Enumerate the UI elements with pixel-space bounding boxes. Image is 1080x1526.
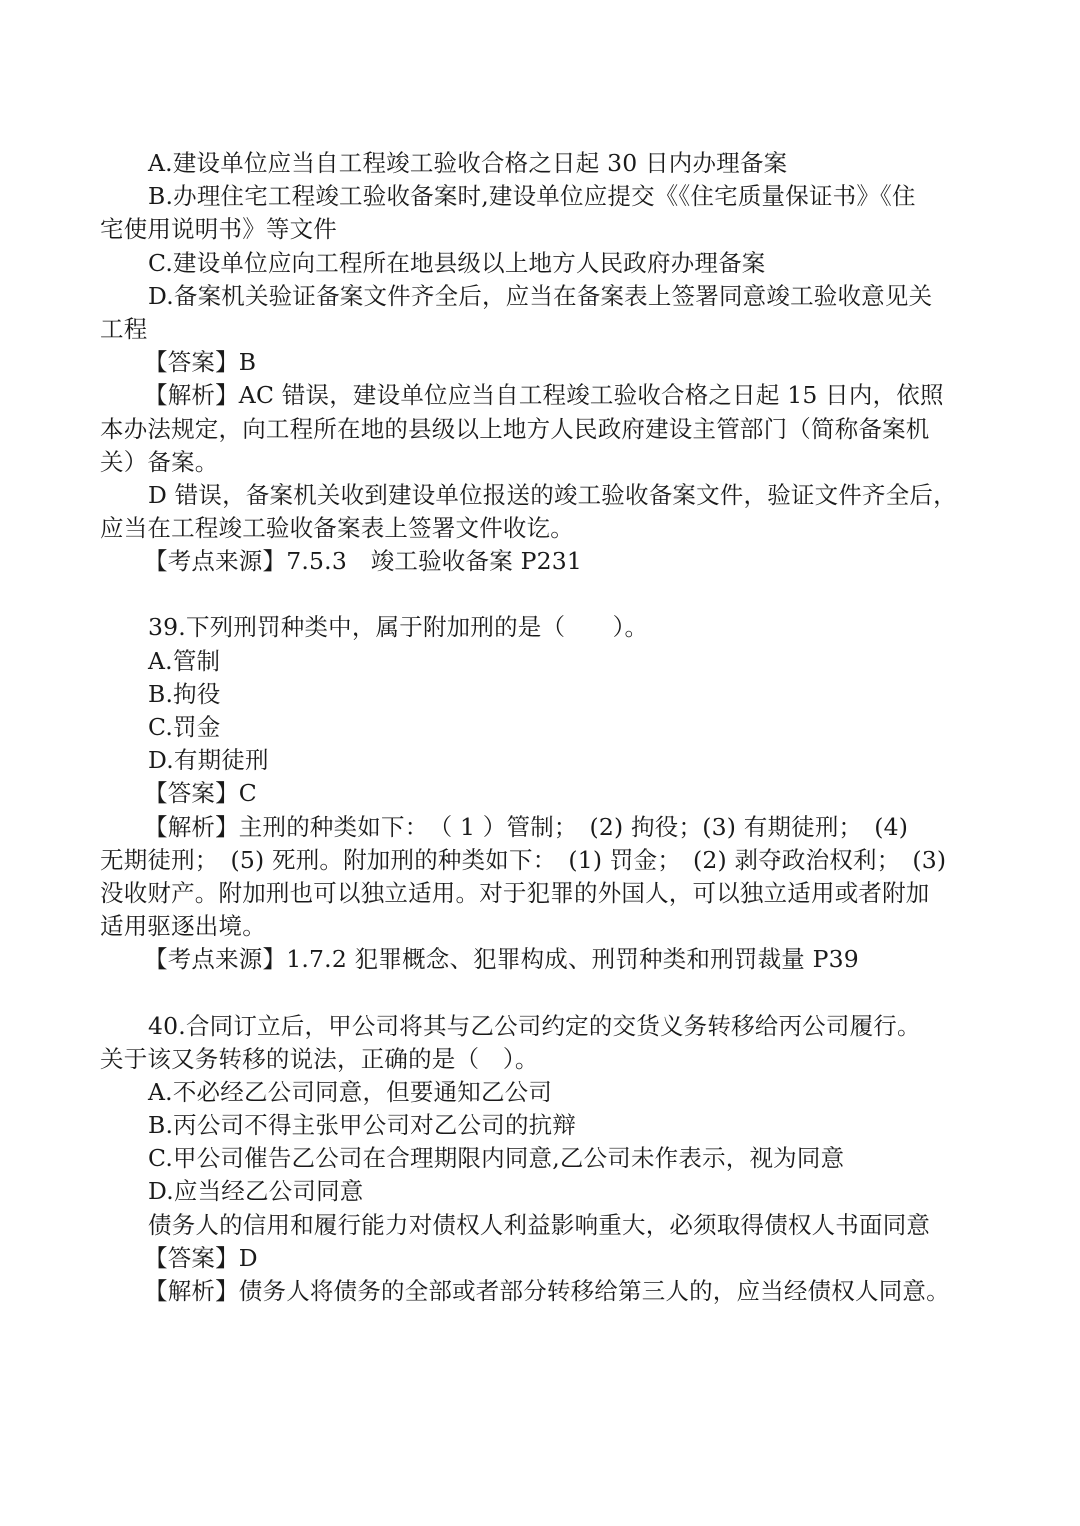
- q39-option-c: C.罚金: [148, 713, 221, 741]
- q40-option-c: C.甲公司催告乙公司在合理期限内同意,乙公司未作表示，视为同意: [148, 1144, 845, 1173]
- q38-analysis-line1: 【解析】AC 错误，建设单位应当自工程竣工验收合格之日起 15 日内，依照: [144, 381, 944, 410]
- q39-option-d: D.有期徒刑: [148, 746, 269, 775]
- q40-option-d: D.应当经乙公司同意: [148, 1177, 364, 1206]
- q40-stem-line1: 40.合同订立后，甲公司将其与乙公司约定的交货义务转移给丙公司履行。: [148, 1011, 921, 1040]
- q39-stem: 39.下列刑罚种类中，属于附加刑的是（ ）。: [148, 613, 649, 642]
- q39-option-a: A.管制: [148, 646, 221, 675]
- q38-source: 【考点来源】7.5.3 竣工验收备案 P231: [144, 547, 583, 576]
- q38-analysis-line4: D 错误，备案机关收到建设单位报送的竣工验收备案文件，验证文件齐全后，: [148, 480, 957, 509]
- q38-option-b-line2: 宅使用说明书》等文件: [100, 215, 337, 244]
- q38-analysis-line5: 应当在工程竣工验收备案表上签署文件收讫。: [100, 514, 574, 543]
- q39-analysis-line2: 无期徒刑； (5) 死刑。附加刑的种类如下： (1) 罚金； (2) 剥夺政治权利； (3): [100, 845, 947, 874]
- q38-option-a: A.建设单位应当自工程竣工验收合格之日起 30 日内办理备案: [148, 149, 788, 177]
- q40-note: 债务人的信用和履行能力对债权人利益影响重大，必须取得债权人书面同意: [148, 1210, 931, 1239]
- document-page: [100, 147, 985, 1308]
- spacer: [100, 977, 985, 1010]
- spacer: [100, 578, 985, 611]
- q38-option-b-line1: B.办理住宅工程竣工验收备案时,建设单位应提交《《住宅质量保证书》《住: [148, 182, 916, 211]
- q40-stem-line2: 关于该又务转移的说法，正确的是（ ）。: [100, 1044, 539, 1073]
- q40-option-b: B.丙公司不得主张甲公司对乙公司的抗辩: [148, 1111, 577, 1140]
- q38-answer: 【答案】B: [144, 348, 257, 377]
- q40-answer: 【答案】D: [144, 1243, 258, 1272]
- q39-analysis-line3: 没收财产。附加刑也可以独立适用。对于犯罪的外国人，可以独立适用或者附加: [100, 878, 930, 907]
- q39-analysis-line4: 适用驱逐出境。: [100, 912, 266, 941]
- q38-analysis-line2: 本办法规定，向工程所在地的县级以上地方人民政府建设主管部门（简称备案机: [100, 414, 930, 443]
- q39-option-b: B.拘役: [148, 679, 221, 708]
- q38-option-c: C.建设单位应向工程所在地县级以上地方人民政府办理备案: [148, 248, 766, 277]
- q38-analysis-line3: 关）备案。: [100, 447, 219, 476]
- q39-source: 【考点来源】1.7.2 犯罪概念、犯罪构成、刑罚种类和刑罚裁量 P39: [144, 945, 859, 974]
- q40-option-a: A.不必经乙公司同意，但要通知乙公司: [148, 1077, 553, 1106]
- q38-option-d-line2: 工程: [100, 314, 148, 343]
- q38-option-d-line1: D.备案机关验证备案文件齐全后，应当在备案表上签署同意竣工验收意见关: [148, 281, 933, 310]
- q40-analysis-line1: 【解析】债务人将债务的全部或者部分转移给第三人的，应当经债权人同意。: [144, 1277, 950, 1305]
- q39-analysis-line1: 【解析】主刑的种类如下： （ 1 ）管制； (2) 拘役；(3) 有期徒刑； (4): [144, 812, 909, 841]
- q39-answer: 【答案】C: [144, 779, 257, 808]
